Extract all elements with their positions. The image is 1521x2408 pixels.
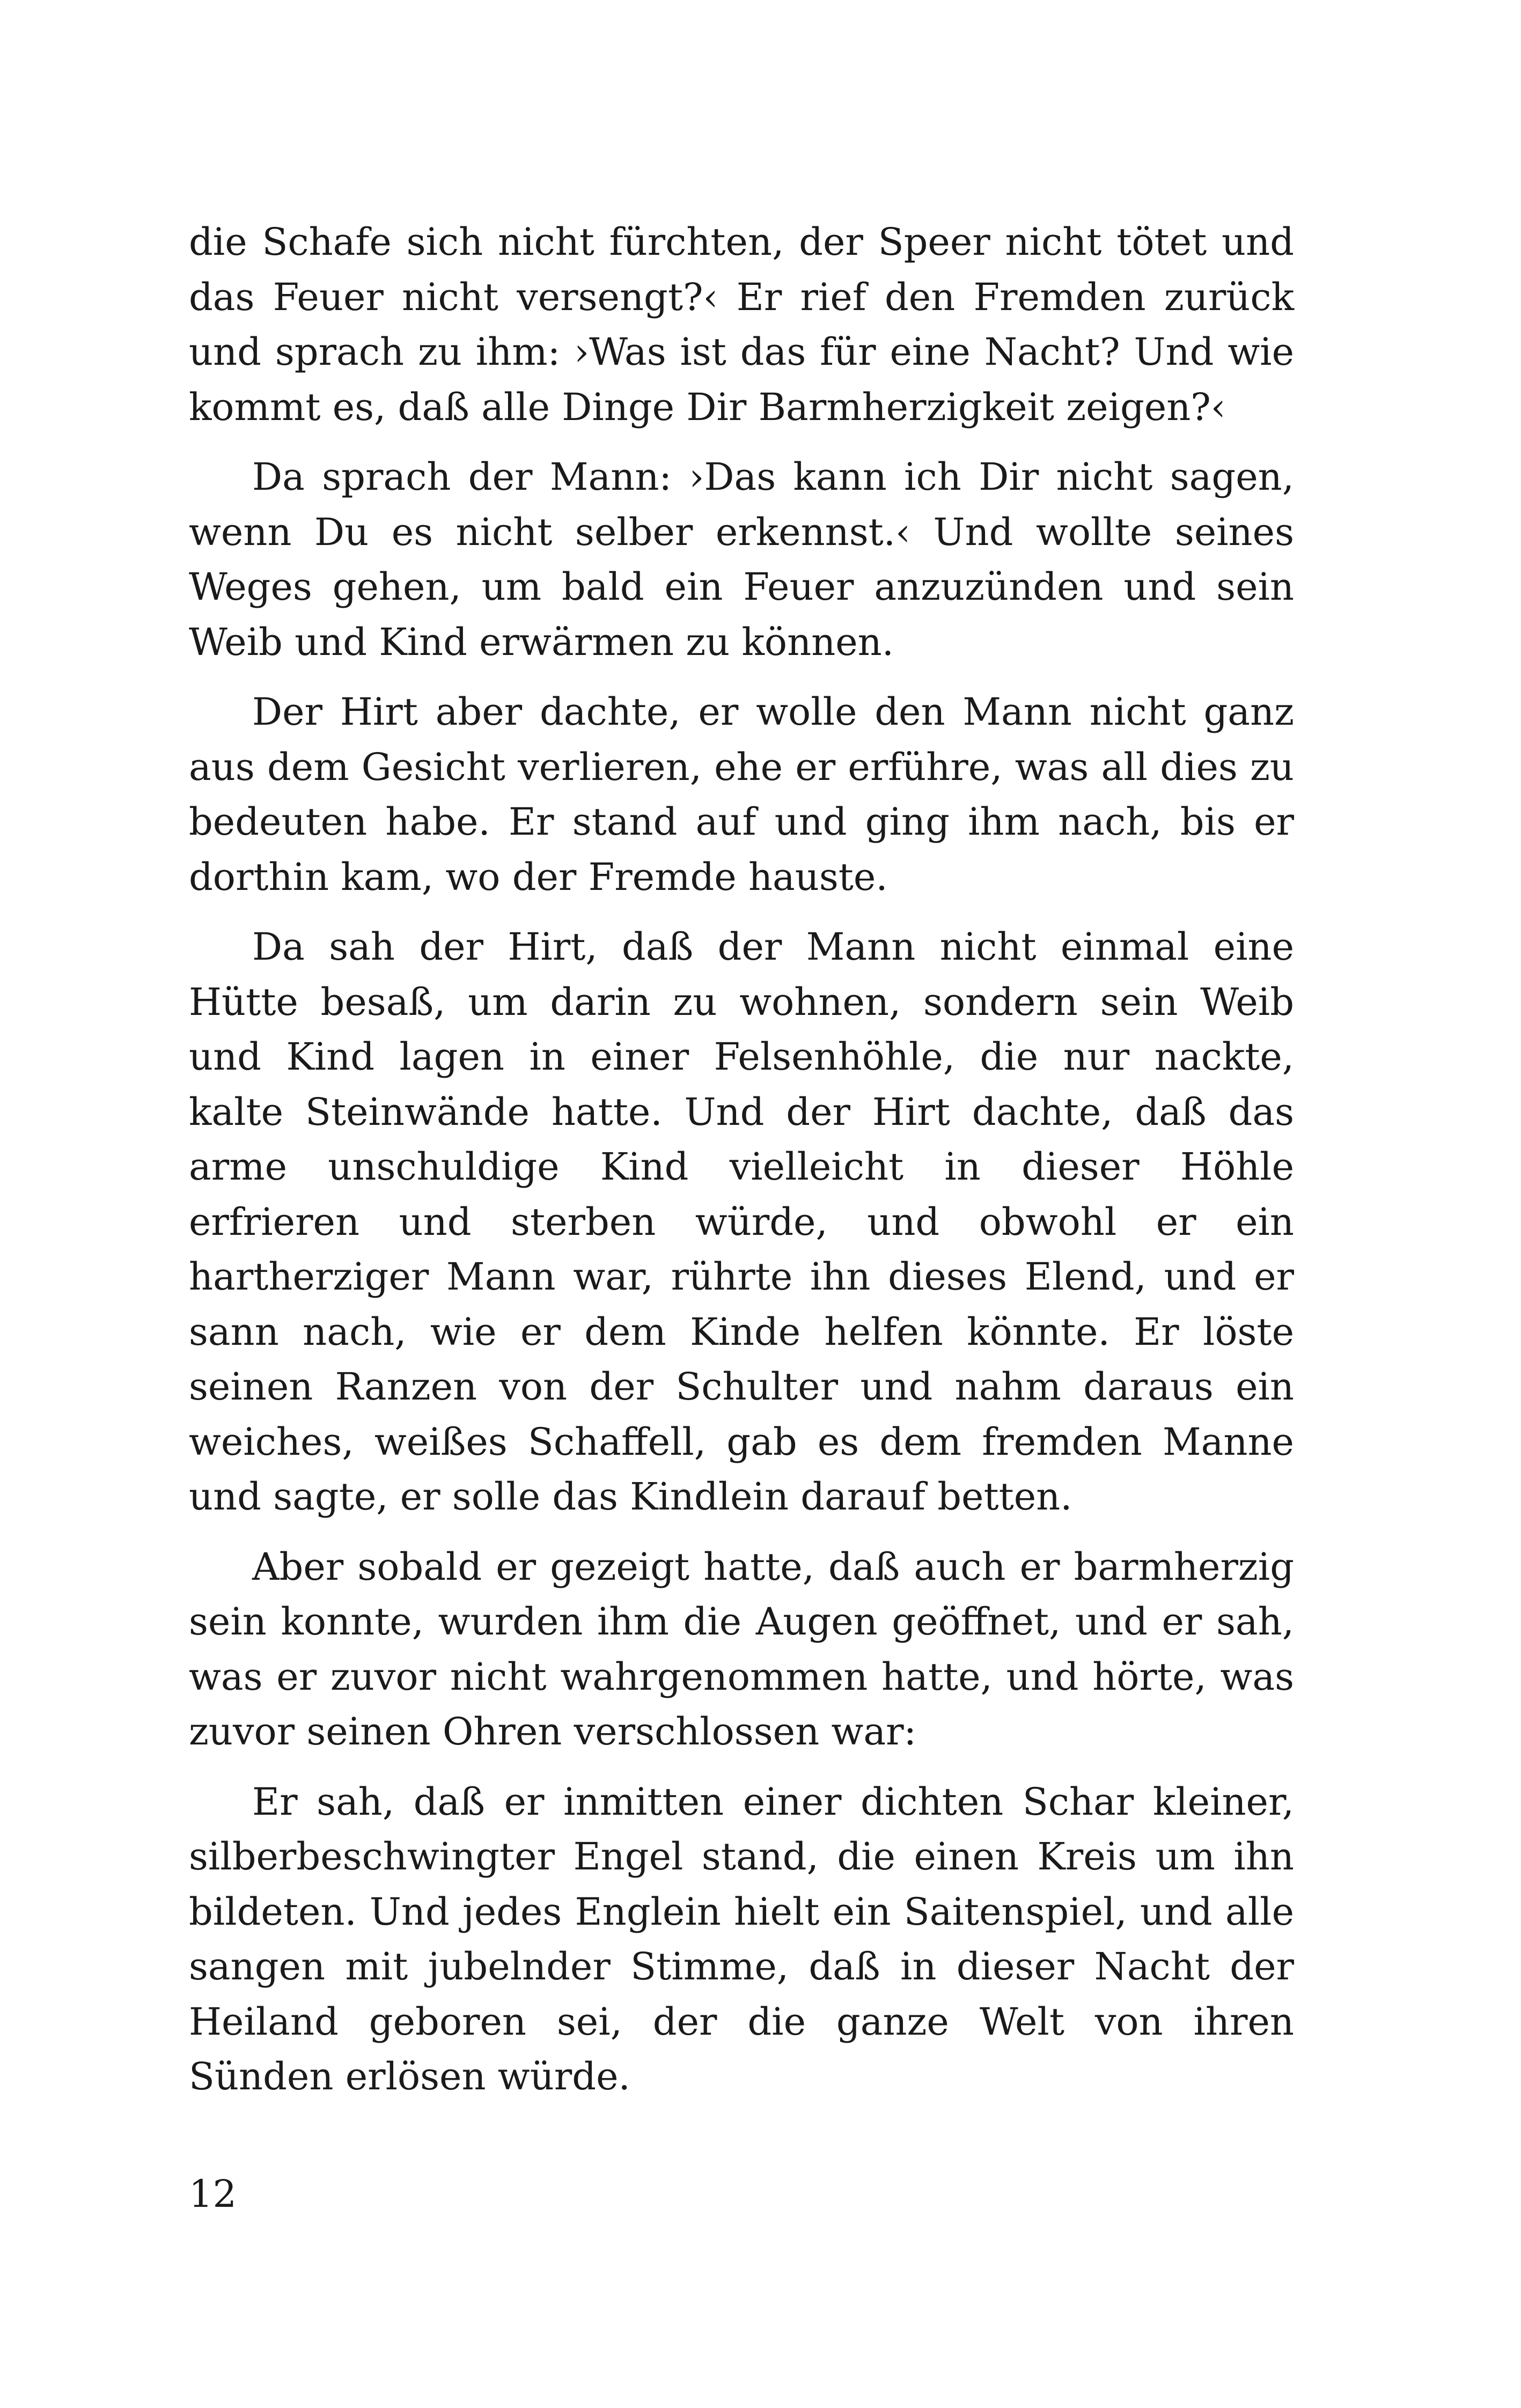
- paragraph-1: die Schafe sich nicht fürchten, der Speer nicht tötet und das Feuer nicht versengt?‹ Er rief den Fremden zurück und sprach zu ihm: ›Was ist das für eine Nacht? Und wie kommt es, daß alle Dinge Dir Barmherzigkeit zeigen?‹: [189, 220, 1294, 429]
- body-text: [189, 215, 1294, 2104]
- page-number: 12: [189, 2172, 237, 2216]
- paragraph-2: Da sprach der Mann: ›Das kann ich Dir nicht sagen, wenn Du es nicht selber erkennst.‹ Und wollte seines Weges gehen, um bald ein Feuer anzuzünden und sein Weib und Kind erwärmen zu können.: [189, 455, 1294, 664]
- paragraph-3: Der Hirt aber dachte, er wolle den Mann nicht ganz aus dem Gesicht verlieren, ehe er erführe, was all dies zu bedeuten habe. Er stand auf und ging ihm nach, bis er dorthin kam, wo der Fremde hauste.: [189, 690, 1294, 899]
- paragraph-4: Da sah der Hirt, daß der Mann nicht einmal eine Hütte besaß, um darin zu wohnen, sondern sein Weib und Kind lagen in einer Felsenhöhle, die nur nackte, kalte Steinwände hatte. Und der Hirt dachte, daß das arme unschuldige Kind vielleicht in dieser Höhle erfrieren und sterben würde, und obwohl er ein hartherziger Mann war, rührte ihn dieses Elend, und er sann nach, wie er dem Kinde helfen könnte. Er löste seinen Ranzen von der Schulter und nahm daraus ein weiches, weißes Schaffell, gab es dem fremden Manne und sagte, er solle das Kindlein darauf betten.: [189, 925, 1294, 1519]
- paragraph-6: Er sah, daß er inmitten einer dichten Schar kleiner, silberbeschwingter Engel stand, die einen Kreis um ihn bildeten. Und jedes Englein hielt ein Saitenspiel, und alle sangen mit jubelnder Stimme, daß in dieser Nacht der Heiland geboren sei, der die ganze Welt von ihren Sünden erlösen würde.: [189, 1779, 1294, 2098]
- paragraph-5: Aber sobald er gezeigt hatte, daß auch er barmherzig sein konnte, wurden ihm die Augen geöffnet, und er sah, was er zuvor nicht wahrgenommen hatte, und hörte, was zuvor seinen Ohren verschlossen war:: [189, 1544, 1294, 1754]
